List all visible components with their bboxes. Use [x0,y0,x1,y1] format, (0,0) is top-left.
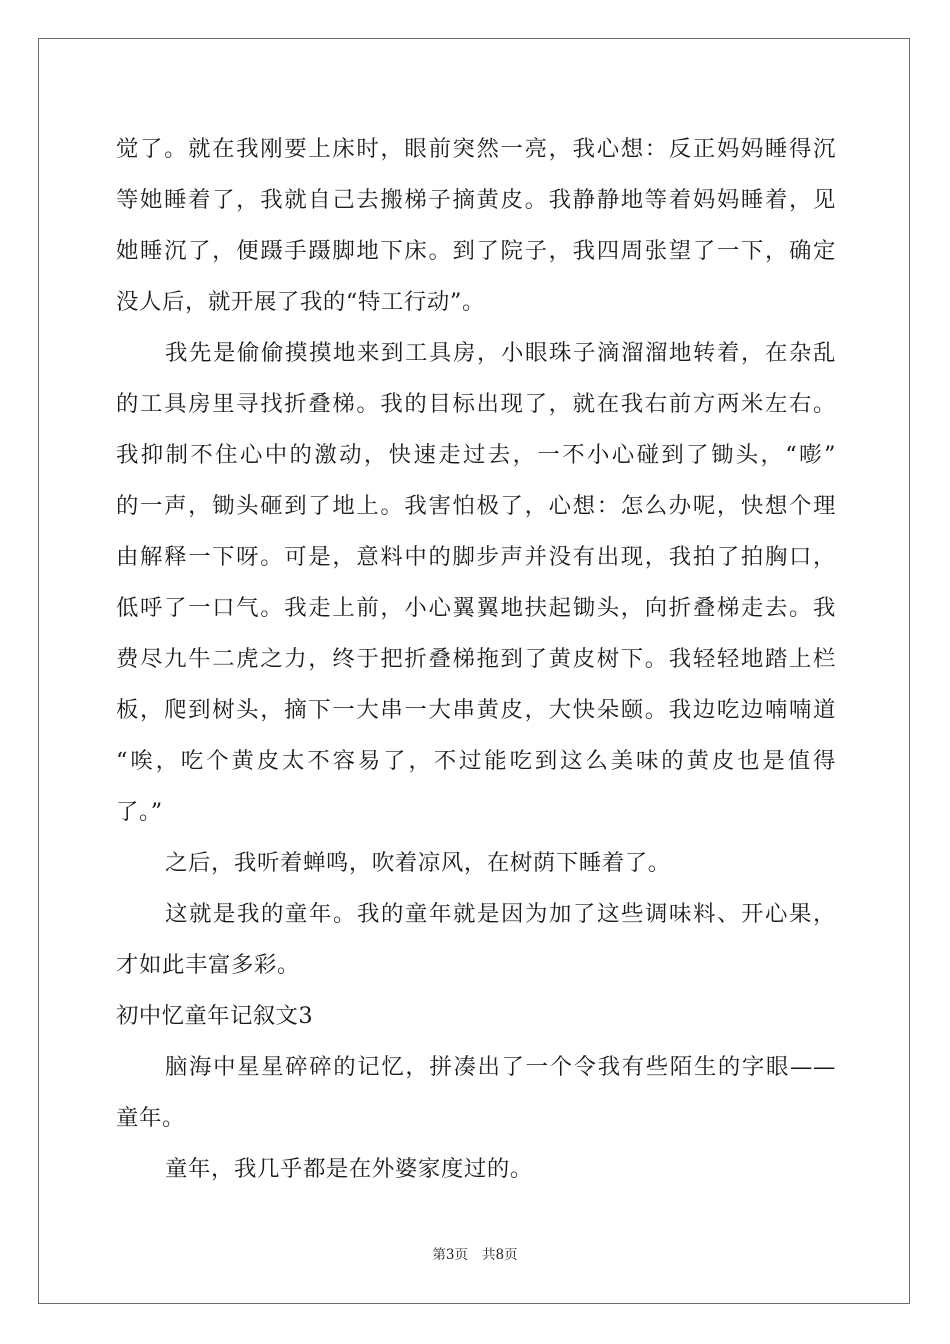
text-line: 了。” [116,799,163,825]
page-number-current: 第3页 [432,1247,468,1263]
page-footer [0,1246,950,1264]
text-line: 等她睡着了，我就自己去搬梯子摘黄皮。我静静地等着妈妈睡着，见 [116,187,836,213]
text-line: 没人后，就开展了我的“特工行动”。 [116,289,485,315]
section-heading: 初中忆童年记叙文3 [116,1003,313,1029]
text-line: 费尽九牛二虎之力，终于把折叠梯拖到了黄皮树下。我轻轻地踏上栏 [116,646,836,672]
text-line: “唉，吃个黄皮太不容易了，不过能吃到这么美味的黄皮也是值得 [116,748,836,774]
text-line: 才如此丰富多彩。 [116,952,300,978]
text-line: 低呼了一口气。我走上前，小心翼翼地扶起锄头，向折叠梯走去。我 [116,595,836,621]
document-body [116,124,836,1195]
paragraph-start-line: 这就是我的童年。我的童年就是因为加了这些调味料、开心果， [165,901,836,927]
text-line: 的一声，锄头砸到了地上。我害怕极了，心想：怎么办呢，快想个理 [116,493,836,519]
paragraph-start-line: 童年，我几乎都是在外婆家度过的。 [165,1156,533,1182]
paragraph-start-line: 我先是偷偷摸摸地来到工具房，小眼珠子滴溜溜地转着，在杂乱 [165,340,836,366]
paragraph-start-line: 之后，我听着蝉鸣，吹着凉风，在树荫下睡着了。 [165,850,671,876]
text-line: 我抑制不住心中的激动，快速走过去，一不小心碰到了锄头，“嘭” [116,442,836,468]
page-number-total: 共8页 [482,1247,518,1263]
text-line: 的工具房里寻找折叠梯。我的目标出现了，就在我右前方两米左右。 [116,391,836,417]
text-line: 觉了。就在我刚要上床时，眼前突然一亮，我心想：反正妈妈睡得沉 [116,136,836,162]
text-line: 她睡沉了，便蹑手蹑脚地下床。到了院子，我四周张望了一下，确定 [116,238,836,264]
paragraph-start-line: 脑海中星星碎碎的记忆，拼凑出了一个令我有些陌生的字眼—— [165,1054,836,1080]
text-line: 童年。 [116,1105,185,1131]
text-line: 板，爬到树头，摘下一大串一大串黄皮，大快朵颐。我边吃边喃喃道 [116,697,836,723]
text-line: 由解释一下呀。可是，意料中的脚步声并没有出现，我拍了拍胸口， [116,544,836,570]
